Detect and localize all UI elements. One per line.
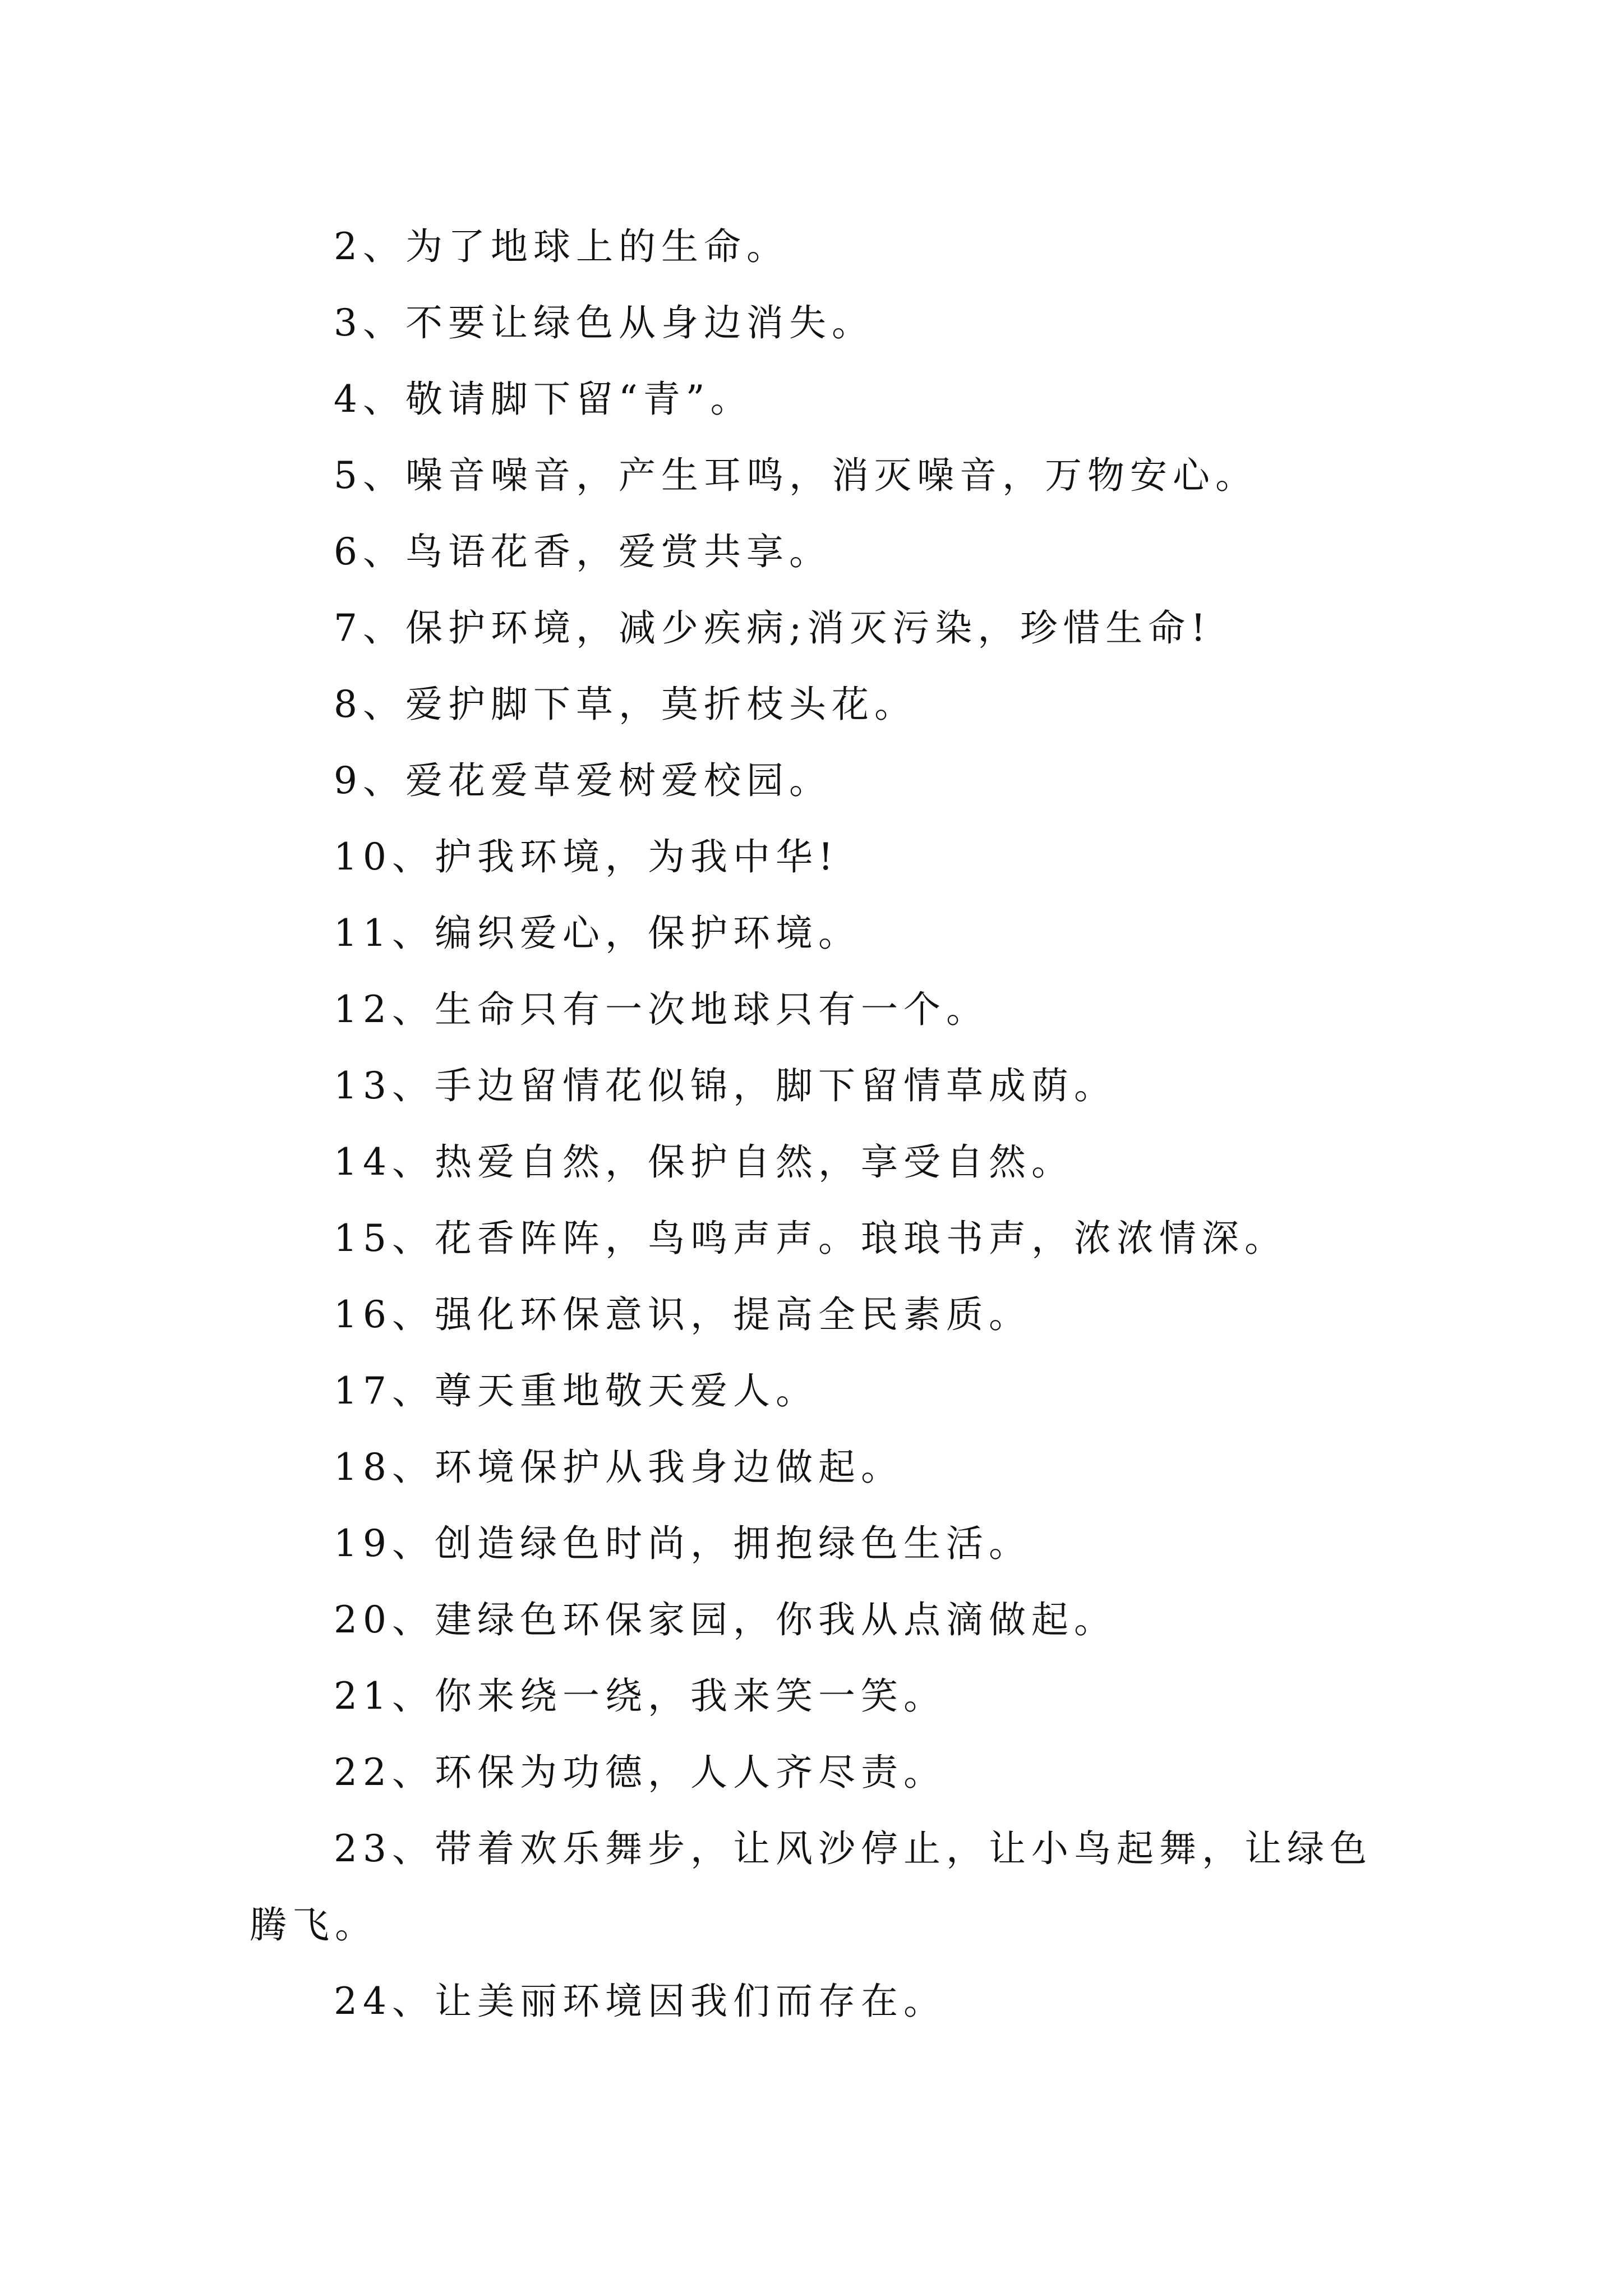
paragraph: 11、编织爱心，保护环境。 — [334, 912, 861, 955]
paragraph: 14、热爱自然，保护自然，享受自然。 — [334, 1140, 1074, 1184]
paragraph: 22、环保为功德，人人齐尽责。 — [334, 1751, 946, 1794]
paragraph: 5、噪音噪音，产生耳鸣，消灭噪音，万物安心。 — [334, 454, 1258, 497]
paragraph: 15、花香阵阵，鸟鸣声声。琅琅书声，浓浓情深。 — [334, 1217, 1287, 1260]
paragraph: 10、护我环境，为我中华! — [334, 835, 839, 878]
paragraph: 23、带着欢乐舞步，让风沙停止，让小鸟起舞，让绿色腾飞。 — [250, 1827, 1372, 1947]
paragraph: 9、爱花爱草爱树爱校园。 — [334, 759, 832, 802]
paragraph: 16、强化环保意识，提高全民素质。 — [334, 1293, 1031, 1336]
paragraph: 6、鸟语花香，爱赏共享。 — [334, 530, 832, 573]
paragraph: 2、为了地球上的生命。 — [334, 225, 789, 268]
paragraph: 7、保护环境，减少疾病;消灭污染，珍惜生命! — [334, 606, 1211, 650]
paragraph: 20、建绿色环保家园，你我从点滴做起。 — [334, 1598, 1117, 1641]
slogan-list — [250, 209, 1382, 2040]
paragraph: 19、创造绿色时尚，拥抱绿色生活。 — [334, 1522, 1031, 1565]
paragraph: 3、不要让绿色从身边消失。 — [334, 301, 874, 344]
paragraph: 13、手边留情花似锦，脚下留情草成荫。 — [334, 1064, 1117, 1107]
paragraph: 17、尊天重地敬天爱人。 — [334, 1369, 818, 1412]
paragraph: 4、敬请脚下留“青”。 — [334, 378, 753, 421]
paragraph: 21、你来绕一绕，我来笑一笑。 — [334, 1674, 946, 1718]
paragraph: 8、爱护脚下草，莫折枝头花。 — [334, 683, 917, 726]
paragraph: 24、让美丽环境因我们而存在。 — [334, 1980, 946, 2023]
paragraph: 12、生命只有一次地球只有一个。 — [334, 988, 989, 1031]
paragraph: 18、环境保护从我身边做起。 — [334, 1446, 903, 1489]
